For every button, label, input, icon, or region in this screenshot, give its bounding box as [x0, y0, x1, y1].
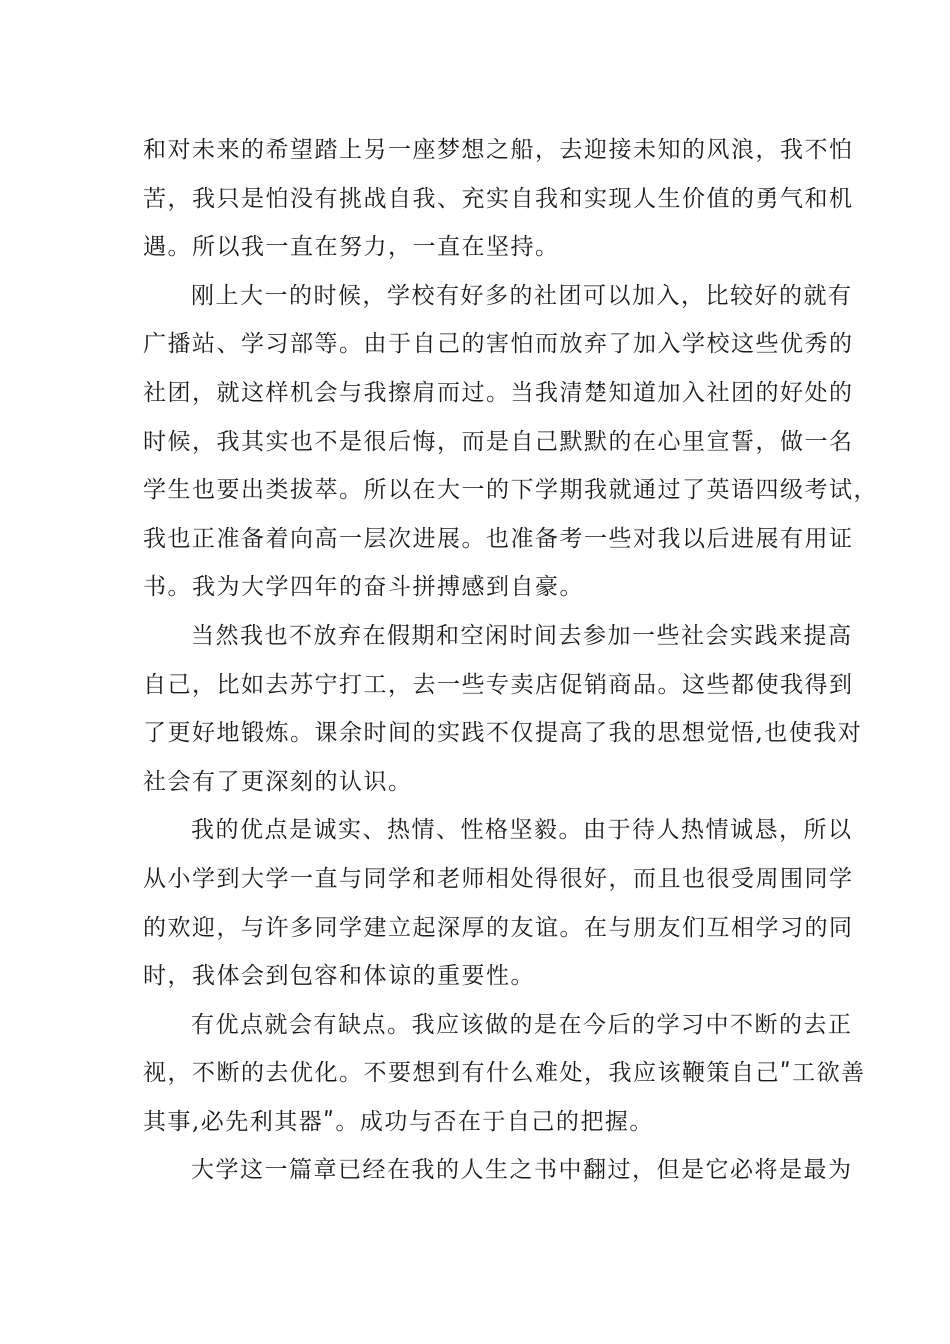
body-text [143, 126, 878, 1195]
paragraph-2 [143, 272, 878, 612]
text-line: 社团，就这样机会与我擦肩而过。当我清楚知道加入社团的好处的 [143, 379, 854, 406]
text-line: 我也正准备着向高一层次进展。也准备考一些对我以后进展有用证 [143, 525, 854, 552]
text-line: 大学这一篇章已经在我的人生之书中翻过，但是它必将是最为 [191, 1157, 853, 1184]
text-line: 书。我为大学四年的奋斗拼搏感到自豪。 [143, 574, 584, 601]
text-line: 广播站、学习部等。由于自己的害怕而放弃了加入学校这些优秀的 [143, 331, 854, 358]
text-line: 视，不断的去优化。不要想到有什么难处，我应该鞭策自己ʺ工欲善 [143, 1060, 866, 1087]
paragraph-4 [143, 806, 854, 1000]
text-line: 学生也要出类拔萃。所以在大一的下学期我就通过了英语四级考试， [143, 477, 878, 504]
text-line: 遇。所以我一直在努力，一直在坚持。 [143, 234, 560, 261]
text-line: 时候，我其实也不是很后悔，而是自己默默的在心里宣誓，做一名 [143, 428, 854, 455]
text-line: 和对未来的希望踏上另一座梦想之船，去迎接未知的风浪，我不怕 [143, 137, 854, 163]
text-line: 自己，比如去苏宁打工，去一些专卖店促销商品。这些都使我得到 [143, 671, 854, 698]
text-line: 苦，我只是怕没有挑战自我、充实自我和实现人生价值的勇气和机 [143, 185, 854, 212]
text-line: 时，我体会到包容和体谅的重要性。 [143, 963, 535, 990]
text-line: 刚上大一的时候，学校有好多的社团可以加入，比较好的就有 [191, 282, 853, 309]
text-line: 其事,必先利其器ʺ。成功与否在于自己的把握。 [143, 1108, 654, 1135]
text-line: 了更好地锻炼。课余时间的实践不仅提高了我的思想觉悟,也使我对 [143, 720, 863, 747]
paragraph-1 [143, 126, 854, 272]
text-line: 我的优点是诚实、热情、性格坚毅。由于待人热情诚恳，所以 [191, 817, 853, 844]
paragraph-6 [143, 1146, 853, 1195]
text-line: 有优点就会有缺点。我应该做的是在今后的学习中不断的去正 [191, 1011, 853, 1038]
paragraph-3 [143, 612, 863, 806]
text-line: 的欢迎，与许多同学建立起深厚的友谊。在与朋友们互相学习的同 [143, 914, 854, 941]
paragraph-5 [143, 1001, 866, 1147]
text-line: 社会有了更深刻的认识。 [143, 768, 413, 795]
text-line: 当然我也不放弃在假期和空闲时间去参加一些社会实践来提高 [191, 622, 853, 649]
text-line: 从小学到大学一直与同学和老师相处得很好，而且也很受周围同学 [143, 865, 854, 892]
